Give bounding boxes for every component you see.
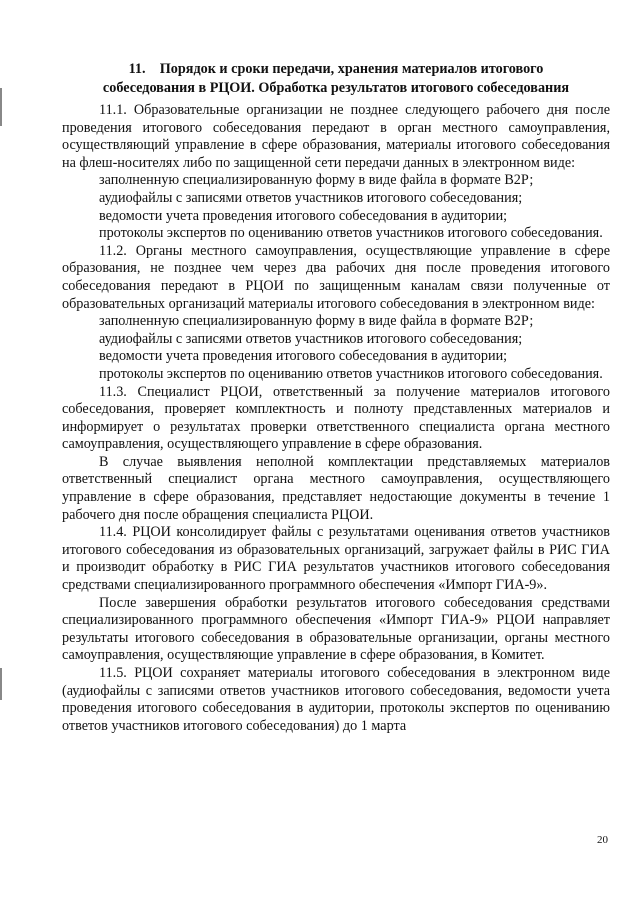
body-text (62, 102, 610, 735)
scan-edge-mark (0, 88, 2, 126)
paragraph: В случае выявления неполной комплектации представляемых материалов ответственный специалист органа местного самоуправления, осуществляющего управление в сфере образования, представляет недостающие документы в течение 1 рабочего дня после обращения специалиста РЦОИ. (62, 453, 610, 523)
paragraph: После завершения обработки результатов итогового собеседования средствами специализированного программного обеспечения «Импорт ГИА-9» РЦОИ направляет результаты итогового собеседования в образовательные организации, органы местного самоуправления, осуществляющие управление в сфере образования, в Комитет. (62, 594, 610, 664)
page-number: 20 (597, 834, 608, 846)
paragraph: 11.2. Органы местного самоуправления, осуществляющие управление в сфере образования, не позднее чем через два рабочих дня после проведения итогового собеседования передают в РЦОИ по защищенным каналам связи полученные от образовательных организаций материалы итогового собеседования в электронном виде: (62, 242, 610, 312)
section-heading-line-1: 11. Порядок и сроки передачи, хранения материалов итогового (128, 61, 544, 77)
paragraph: ведомости учета проведения итогового собеседования в аудитории; (99, 348, 508, 365)
paragraph: 11.3. Специалист РЦОИ, ответственный за получение материалов итогового собеседования, проверяет комплектность и полноту представленных материалов и информирует о результатах проверки ответственного специалиста органа местного самоуправления, осуществляющего управление в сфере образования. (62, 383, 610, 453)
paragraph: протоколы экспертов по оцениванию ответов участников итогового собеседования. (99, 225, 603, 242)
scan-edge-mark (0, 668, 2, 700)
paragraph: заполненную специализированную форму в виде файла в формате В2Р; (99, 313, 534, 330)
paragraph: ведомости учета проведения итогового собеседования в аудитории; (99, 207, 508, 224)
section-heading (62, 60, 610, 98)
paragraph: 11.4. РЦОИ консолидирует файлы с результатами оценивания ответов участников итогового собеседования из образовательных организаций, загружает файлы в РИС ГИА и производит обработку в РИС ГИА результатов участников итогового собеседования средствами специализированного программного обеспечения «Импорт ГИА-9». (62, 524, 610, 594)
paragraph: 11.1. Образовательные организации не позднее следующего рабочего дня после проведения итогового собеседования передают в орган местного самоуправления, осуществляющий управление в сфере образования, материалы итогового собеседования на флеш-носителях либо по защищенной сети передачи данных в электронном виде: (62, 102, 610, 171)
paragraph: протоколы экспертов по оцениванию ответов участников итогового собеседования. (99, 365, 603, 382)
paragraph: аудиофайлы с записями ответов участников итогового собеседования; (99, 330, 523, 347)
paragraph: аудиофайлы с записями ответов участников итогового собеседования; (99, 189, 523, 206)
section-heading-line-2: собеседования в РЦОИ. Обработка результатов итогового собеседования (102, 80, 570, 96)
paragraph: заполненную специализированную форму в виде файла в формате В2Р; (99, 172, 534, 189)
paragraph: 11.5. РЦОИ сохраняет материалы итогового собеседования в электронном виде (аудиофайлы с записями ответов участников итогового собеседования, ведомости учета проведения итогового собеседования в аудитории, протоколы экспертов по оцениванию ответов участников итогового собеседования) до 1 марта (62, 665, 610, 734)
